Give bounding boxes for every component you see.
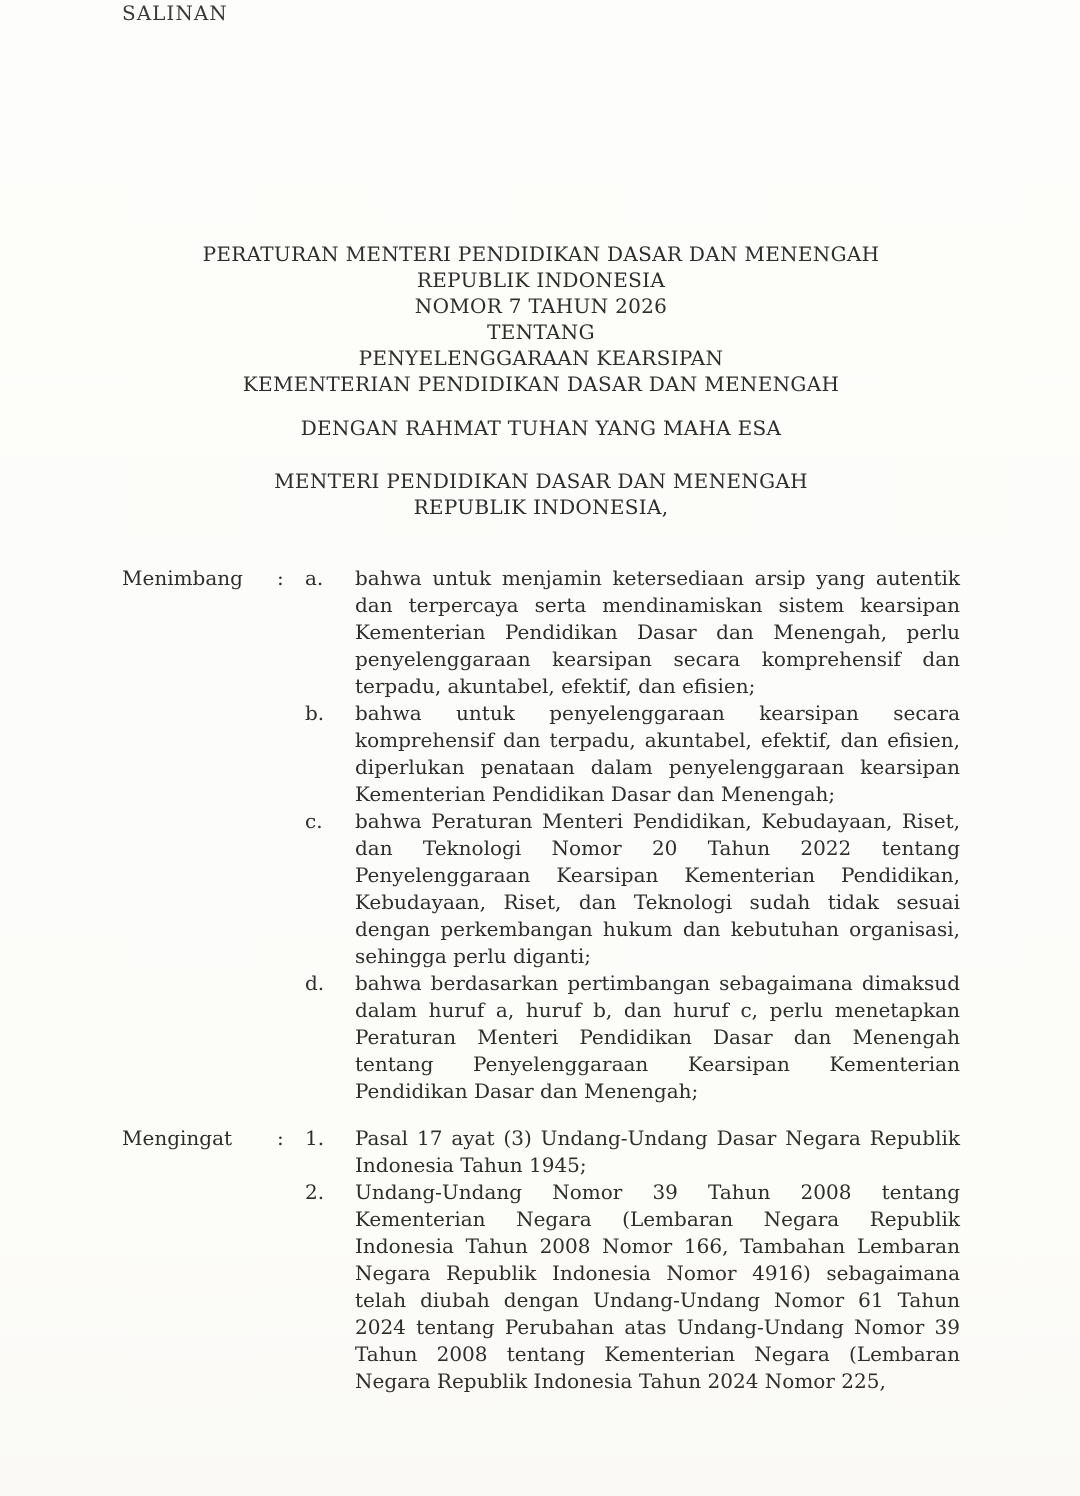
menimbang-section: [122, 565, 960, 1105]
clause-item: [122, 565, 960, 700]
clause-item: [122, 970, 960, 1105]
mengingat-section: [122, 1125, 960, 1395]
clause-item: [122, 1179, 960, 1395]
salinan-stamp: SALINAN: [122, 1, 228, 25]
title-line: NOMOR 7 TAHUN 2026: [414, 294, 668, 318]
title-line: PERATURAN MENTERI PENDIDIKAN DASAR DAN MENENGAH: [202, 242, 880, 266]
authority-block: [122, 468, 960, 520]
invocation-line: DENGAN RAHMAT TUHAN YANG MAHA ESA: [300, 416, 782, 440]
clause-marker: c.: [305, 809, 323, 833]
clause-text: Pasal 17 ayat (3) Undang-Undang Dasar Negara Republik Indonesia Tahun 1945;: [355, 1126, 960, 1177]
clause-marker: 2.: [305, 1180, 325, 1204]
title-line: KEMENTERIAN PENDIDIKAN DASAR DAN MENENGAH: [242, 372, 840, 396]
clause-item: [122, 1125, 960, 1179]
authority-line: REPUBLIK INDONESIA,: [413, 495, 669, 519]
clause-marker: b.: [305, 701, 325, 725]
title-line: TENTANG: [487, 320, 595, 344]
clause-marker: 1.: [305, 1126, 325, 1150]
section-colon: :: [277, 1126, 284, 1150]
title-line: PENYELENGGARAAN KEARSIPAN: [358, 346, 724, 370]
title-line: REPUBLIK INDONESIA: [416, 268, 666, 292]
clause-text: bahwa untuk menjamin ketersediaan arsip yang autentik dan terpercaya serta mendinamiskan sistem kearsipan Kementerian Pendidikan Dasar dan Menengah, perlu penyelenggaraan kearsipan secara komprehensif dan terpadu, akuntabel, efektif, dan efisien;: [355, 566, 960, 698]
clause-item: [122, 808, 960, 970]
clause-marker: d.: [305, 971, 325, 995]
section-label: Mengingat: [122, 1126, 233, 1150]
section-label: Menimbang: [122, 566, 243, 590]
clause-text: bahwa untuk penyelenggaraan kearsipan secara komprehensif dan terpadu, akuntabel, efektif, dan efisien, diperlukan penataan dalam penyelenggaraan kearsipan Kementerian Pendidikan Dasar dan Menengah;: [355, 701, 960, 806]
clause-text: Undang-Undang Nomor 39 Tahun 2008 tentang Kementerian Negara (Lembaran Negara Republik Indonesia Tahun 2008 Nomor 166, Tambahan Lembaran Negara Republik Indonesia Nomor 4916) sebagaimana telah diubah dengan Undang-Undang Nomor 61 Tahun 2024 tentang Perubahan atas Undang-Undang Nomor 39 Tahun 2008 tentang Kementerian Negara (Lembaran Negara Republik Indonesia Tahun 2024 Nomor 225,: [355, 1180, 960, 1393]
clause-text: bahwa Peraturan Menteri Pendidikan, Kebudayaan, Riset, dan Teknologi Nomor 20 Tahun 2022 tentang Penyelenggaraan Kearsipan Kementerian Pendidikan, Kebudayaan, Riset, dan Teknologi sudah tidak sesuai dengan perkembangan hukum dan kebutuhan organisasi, sehingga perlu diganti;: [355, 809, 960, 968]
section-colon: :: [277, 566, 284, 590]
authority-line: MENTERI PENDIDIKAN DASAR DAN MENENGAH: [274, 469, 808, 493]
clause-text: bahwa berdasarkan pertimbangan sebagaimana dimaksud dalam huruf a, huruf b, dan huruf c, perlu menetapkan Peraturan Menteri Pendidikan Dasar dan Menengah tentang Penyelenggaraan Kearsipan Kementerian Pendidikan Dasar dan Menengah;: [355, 971, 960, 1103]
clause-marker: a.: [305, 566, 324, 590]
document-title-block: [122, 0, 960, 397]
clause-item: [122, 700, 960, 808]
